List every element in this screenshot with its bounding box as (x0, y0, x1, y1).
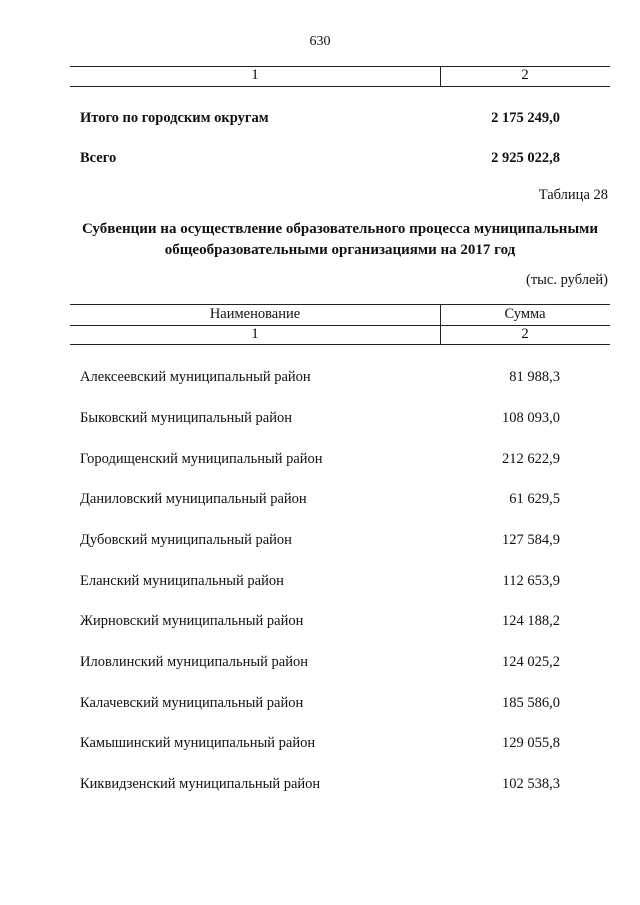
table-row-name: Иловлинский муниципальный район (80, 654, 308, 670)
table-title-line2: общеобразовательными организациями на 2017 год (164, 242, 516, 258)
top-table-rule-bottom (70, 86, 610, 87)
table-row-sum: 108 093,0 (502, 410, 560, 426)
table-row-sum: 129 055,8 (502, 735, 560, 751)
grand-total-label: Всего (80, 150, 117, 166)
table-row-name: Киквидзенский муниципальный район (80, 776, 321, 792)
table-col2-number: 2 (521, 326, 529, 342)
top-table-col1-number: 1 (251, 67, 259, 83)
table-row-name: Городищенский муниципальный район (80, 451, 323, 467)
units-note: (тыс. рублей) (526, 272, 608, 288)
table-row-name: Еланский муниципальный район (80, 573, 284, 589)
table-row-sum: 185 586,0 (502, 695, 560, 711)
table-row-sum: 124 188,2 (502, 613, 560, 629)
table-row-name: Быковский муниципальный район (80, 410, 292, 426)
table-rule-bottom (70, 344, 610, 345)
table-row-sum: 124 025,2 (502, 654, 560, 670)
table-rule-top (70, 304, 610, 305)
table-row-sum: 61 629,5 (509, 491, 560, 507)
table-row-sum: 102 538,3 (502, 776, 560, 792)
total-urban-districts-value: 2 175 249,0 (491, 110, 560, 126)
table-title-line1: Субвенции на осуществление образовательного процесса муниципальными (81, 221, 599, 237)
top-table-col2-number: 2 (521, 67, 529, 83)
header-sum: Сумма (504, 306, 546, 322)
table-row-name: Калачевский муниципальный район (80, 695, 304, 711)
grand-total-value: 2 925 022,8 (491, 150, 560, 166)
table-row-name: Жирновский муниципальный район (80, 613, 304, 629)
header-name: Наименование (209, 306, 301, 322)
table-row-name: Камышинский муниципальный район (80, 735, 316, 751)
table-row-sum: 212 622,9 (502, 451, 560, 467)
table-row-name: Даниловский муниципальный район (80, 491, 307, 507)
table-row-sum: 127 584,9 (502, 532, 560, 548)
table-col1-number: 1 (251, 326, 259, 342)
table-row-name: Алексеевский муниципальный район (80, 369, 311, 385)
page-number: 630 (309, 34, 331, 49)
total-urban-districts-label: Итого по городским округам (80, 110, 269, 126)
table-row-sum: 112 653,9 (502, 573, 560, 589)
table-row-sum: 81 988,3 (509, 369, 560, 385)
table-label: Таблица 28 (538, 187, 608, 203)
table-row-name: Дубовский муниципальный район (80, 532, 292, 548)
